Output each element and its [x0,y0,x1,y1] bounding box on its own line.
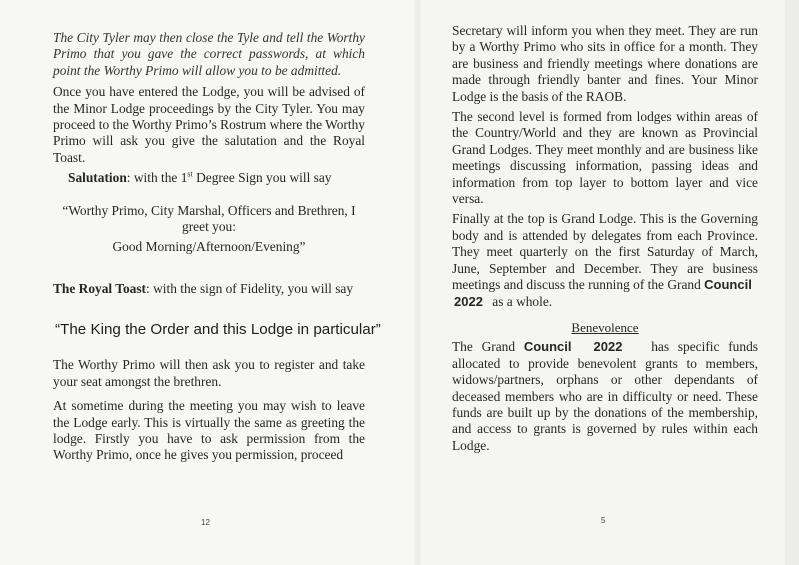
grand-lodge-text-end: as a whole. [488,293,553,309]
right-page-text [452,23,758,454]
council-word: Council [523,339,572,355]
benevolence-text-end: has specific funds allocated to provide benevolent grants to members, widows/partners, orphans or other dependants of deceased members who are in difficulty or need. These funds are built up by the donations of the membership, and access to grants is governed by rules within each Lodge. [452,339,758,453]
salutation-line [53,170,365,186]
salutation-text: : with the 1 [126,170,188,186]
salutation-text-end: Degree Sign you will say [192,170,332,186]
salutation-sup: st [187,169,193,179]
page-number: 12 [201,518,210,527]
council-year: 2022 [593,339,623,355]
council-word: Council [704,277,752,293]
royal-toast-line [53,281,365,297]
left-page-text [53,30,381,464]
salutation-quote-greeting: Good Morning/Afternoon/Evening” [112,239,306,255]
benevolence-text: The Grand [452,339,524,355]
grand-lodge-paragraph [452,211,758,309]
benevolence-heading [452,320,758,336]
leaving-early-paragraph: At sometime during the meeting you may wish to leave the Lodge early. This is virtually the same as greeting the lodge. Firstly you have to ask permission from the Worthy Primo, once he gives you permission, proceed [53,398,365,463]
royal-toast-quote: “The King the Order and this Lodge in particular” [55,321,381,339]
page-edge [785,0,799,565]
page-number: 5 [601,516,606,525]
entering-lodge-paragraph: Once you have entered the Lodge, you will be advised of the Minor Lodge proceedings by the City Tyler. You may proceed to the Worthy Primo’s Rostrum where the Worthy Primo will ask you give the salutation and the Royal Toast. [53,84,365,165]
right-page [420,0,799,565]
salutation-label: Salutation [68,170,127,186]
royal-toast-label: The Royal Toast [53,280,147,296]
benevolence-paragraph [452,339,758,454]
salutation-quote: “Worthy Primo, City Marshal, Officers and Brethren, I greet you: [62,202,356,235]
register-paragraph: The Worthy Primo will then ask you to register and take your seat amongst the brethren. [53,357,365,389]
benevolence-heading-text: Benevolence [571,319,639,335]
provincial-lodge-paragraph: The second level is formed from lodges within areas of the Country/World and they are known as Provincial Grand Lodges. They meet monthly and are business like meetings discussing information, passing ideas and information from top layer to bottom layer and vice versa. [452,109,758,207]
intro-italic-paragraph: The City Tyler may then close the Tyle and tell the Worthy Primo that you gave the correct passwords, at which point the Worthy Primo will allow you to be admitted. [53,30,365,78]
royal-toast-text: : with the sign of Fidelity, you will say [146,280,354,296]
council-year: 2022 [454,293,483,309]
grand-lodge-text: Finally at the top is Grand Lodge. This is the Governing body and is attended by delegates from each Province. They meet quarterly on the first Saturday of March, June, September and December. They are business meetings and discuss the running of the Grand [452,211,758,293]
minor-lodge-paragraph: Secretary will inform you when they meet. They are run by a Worthy Primo who sits in office for a month. They are business and friendly meetings where donations are made through friendly banter and fines. Your Minor Lodge is the basis of the RAOB. [452,23,758,104]
